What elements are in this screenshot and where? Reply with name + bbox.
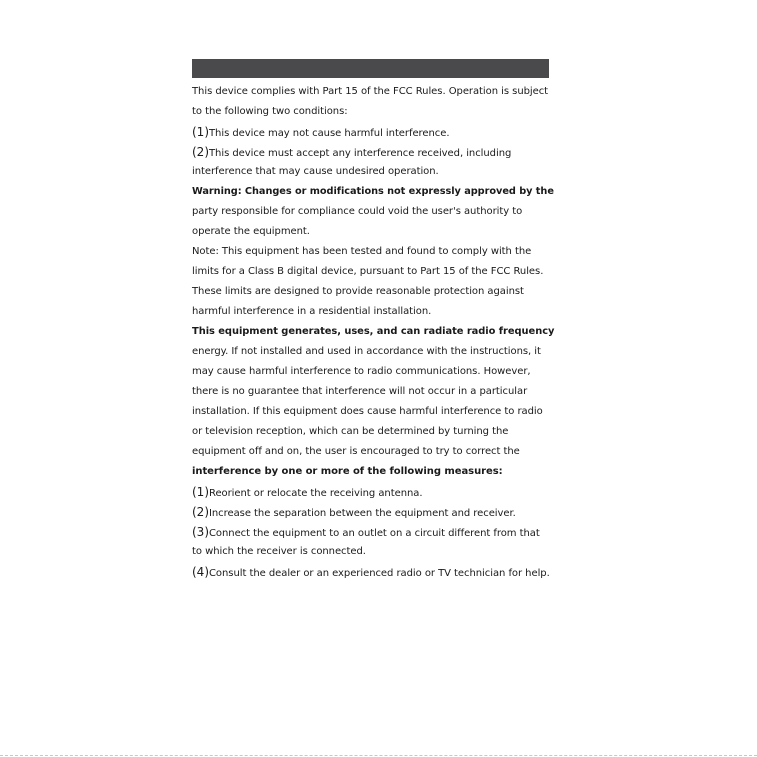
bottom-divider (0, 755, 757, 756)
text-line (192, 142, 554, 162)
text-line (192, 522, 554, 542)
line-text: may cause harmful interference to radio communications. However, (192, 366, 531, 377)
line-text: to the following two conditions: (192, 106, 348, 117)
text-line (192, 282, 554, 302)
line-text: equipment off and on, the user is encouraged to try to correct the (192, 446, 520, 457)
line-text: This device complies with Part 15 of the FCC Rules. Operation is subject (192, 86, 549, 97)
text-line (192, 562, 554, 582)
text-line (192, 242, 554, 262)
text-line (192, 82, 554, 102)
text-line (192, 322, 555, 342)
text-line (192, 222, 554, 242)
text-line (192, 422, 554, 442)
list-number: (2) (192, 145, 209, 159)
line-text: installation. If this equipment does cause harmful interference to radio (192, 406, 543, 417)
text-line (192, 362, 554, 382)
text-line (192, 542, 554, 562)
fcc-statement-text (192, 82, 554, 582)
list-number: (1) (192, 485, 209, 499)
line-text: Increase the separation between the equipment and receiver. (209, 508, 516, 519)
fcc-statement-page (192, 59, 554, 582)
text-line (192, 462, 554, 482)
text-line (192, 482, 554, 502)
text-line (192, 122, 554, 142)
list-number: (2) (192, 505, 209, 519)
line-text: This device must accept any interference received, including (209, 148, 512, 159)
text-line (192, 262, 554, 282)
line-text: harmful interference in a residential installation. (192, 306, 432, 317)
line-text: or television reception, which can be determined by turning the (192, 426, 509, 437)
line-text: interference that may cause undesired operation. (192, 166, 439, 177)
line-text: Reorient or relocate the receiving antenna. (209, 488, 423, 499)
text-line (192, 162, 554, 182)
text-line (192, 102, 554, 122)
line-text: energy. If not installed and used in accordance with the instructions, it (192, 346, 541, 357)
text-line (192, 442, 554, 462)
line-text: limits for a Class B digital device, pursuant to Part 15 of the FCC Rules. (192, 266, 544, 277)
text-line (192, 302, 554, 322)
line-text: operate the equipment. (192, 226, 310, 237)
text-line (192, 402, 554, 422)
line-text: interference by one or more of the following measures: (192, 466, 503, 477)
list-number: (3) (192, 525, 209, 539)
text-line (192, 502, 554, 522)
text-line (192, 342, 554, 362)
line-text: This device may not cause harmful interference. (209, 128, 450, 139)
text-line (192, 382, 554, 402)
text-line (192, 182, 554, 202)
line-text: This equipment generates, uses, and can radiate radio frequency (192, 326, 555, 337)
list-number: (4) (192, 565, 209, 579)
line-text: there is no guarantee that interference will not occur in a particular (192, 386, 528, 397)
text-line (192, 202, 554, 222)
line-text: party responsible for compliance could void the user's authority to (192, 206, 523, 217)
line-text: Connect the equipment to an outlet on a circuit different from that (209, 528, 540, 539)
line-text: Warning: Changes or modifications not expressly approved by the (192, 186, 554, 197)
line-text: Note: This equipment has been tested and found to comply with the (192, 246, 532, 257)
list-number: (1) (192, 125, 209, 139)
line-text: Consult the dealer or an experienced radio or TV technician for help. (209, 568, 550, 579)
line-text: These limits are designed to provide reasonable protection against (192, 286, 524, 297)
line-text: to which the receiver is connected. (192, 546, 366, 557)
header-bar (192, 59, 549, 78)
